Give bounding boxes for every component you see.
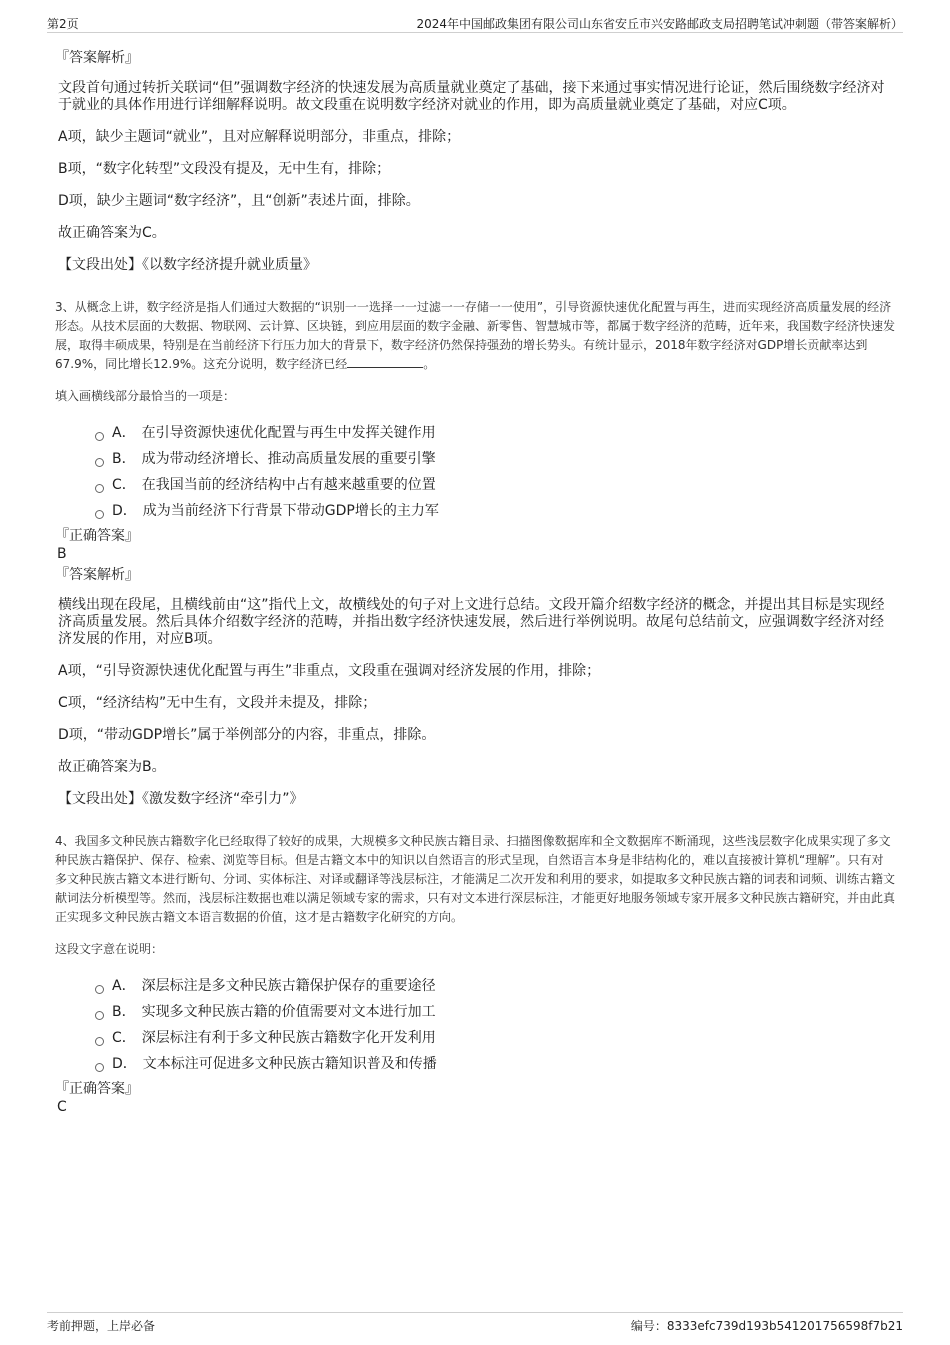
page-header [47,14,903,33]
option-letter: C． [112,477,136,493]
q4-option-c[interactable] [95,1025,895,1051]
radio-icon[interactable] [95,510,104,519]
q3-option-d[interactable] [95,498,895,524]
q3-analysis-line: A项，“引导资源快速优化配置与再生”非重点，文段重在强调对经济发展的作用，排除； [58,663,601,679]
q4-options [95,973,895,1077]
option-text: 深层标注是多文种民族古籍保护保存的重要途径 [141,978,436,994]
q3-options [95,420,895,524]
option-text: 成为当前经济下行背景下带动GDP增长的主力军 [142,503,439,519]
q2-analysis: 文段首句通过转折关联词“但”强调数字经济的快速发展为高质量就业奠定了基础，接下来通过事实情况进行论证，然后围绕数字经济对于就业的具体作用进行详细解释说明。故文段重在说明数字经济对就业的作用，即为高质量就业奠定了基础，对应C项。 [58,80,885,113]
page-content [55,48,895,1116]
q4-prompt: 这段文字意在说明： [55,942,164,956]
q2-source: 【文段出处】《以数字经济提升就业质量》 [58,257,317,273]
option-letter: D． [112,503,137,519]
q3-answer-tag: 『正确答案』 [55,528,139,544]
page-number: 第2页 [47,17,79,31]
q4-option-b[interactable] [95,999,895,1025]
q2-analysis-tag: 『答案解析』 [55,50,139,66]
option-text: 在引导资源快速优化配置与再生中发挥关键作用 [141,425,436,441]
option-text: 成为带动经济增长、推动高质量发展的重要引擎 [141,451,436,467]
option-letter: B． [112,451,136,467]
radio-icon[interactable] [95,1063,104,1072]
page-footer [47,1312,903,1337]
q3-question-text: 3、从概念上讲，数字经济是指人们通过大数据的“识别一一选择一一过滤一一存储一一使用”，引导资源快速优化配置与再生，进而实现经济高质量发展的经济形态。从技术层面的大数据、物联网、云计算、区块链，到应用层面的数字金融、新零售、智慧城市等，都属于数字经济的范畴，近年来，我国数字经济快速发展，取得丰硕成果，特别是在当前经济下行压力加大的背景下，数字经济仍然保持强劲的增长势头。有统计显示，2018年数字经济对GDP增长贡献率达到67.9%，同比增长12.9%。这充分说明，数字经济已经 [55,300,896,371]
q3-option-c[interactable] [95,472,895,498]
radio-icon[interactable] [95,1037,104,1046]
q2-analysis-line: A项，缺少主题词“就业”，且对应解释说明部分，非重点，排除； [58,129,461,145]
q2-analysis-line: B项，“数字化转型”文段没有提及，无中生有，排除； [58,161,391,177]
radio-icon[interactable] [95,458,104,467]
radio-icon[interactable] [95,1011,104,1020]
q3-question-end: 。 [423,357,436,371]
radio-icon[interactable] [95,985,104,994]
q3-prompt: 填入画横线部分最恰当的一项是： [55,389,236,403]
q4-question: 4、我国多文种民族古籍数字化已经取得了较好的成果，大规模多文种民族古籍目录、扫描图像数据库和全文数据库不断涌现，这些浅层数字化成果实现了多文种民族古籍保护、保存、检索、浏览等目标。但是古籍文本中的知识以自然语言的形式呈现，自然语言本身是非结构化的，难以直接被计算机“理解”。只有对多文种民族古籍文本进行断句、分词、实体标注、对译或翻译等浅层标注，才能满足二次开发和利用的要求，如提取多文种民族古籍的词表和词频、训练古籍文献词法分析模型等。然而，浅层标注数据也难以满足领域专家的需求，只有对文本进行深层标注，才能更好地服务领域专家开展多文种民族古籍研究，并由此真正实现多文种民族古籍文本语言数据的价值，这才是古籍数字化研究的方向。 [55,834,896,924]
q4-option-d[interactable] [95,1051,895,1077]
option-letter: B． [112,1004,136,1020]
option-text: 文本标注可促进多文种民族古籍知识普及和传播 [142,1056,437,1072]
q3-question [55,298,895,374]
option-text: 深层标注有利于多文种民族古籍数字化开发利用 [141,1030,436,1046]
option-letter: A． [112,425,136,441]
q4-answer: C [57,1099,67,1115]
q4-option-a[interactable] [95,973,895,999]
q3-option-b[interactable] [95,446,895,472]
q3-answer: B [57,546,67,562]
q3-analysis-line: D项，“带动GDP增长”属于举例部分的内容，非重点，排除。 [58,727,436,743]
document-title: 2024年中国邮政集团有限公司山东省安丘市兴安路邮政支局招聘笔试冲刺题（带答案解析） [416,17,903,31]
q2-conclusion: 故正确答案为C。 [58,225,166,241]
document-code: 编号：8333efc739d193b541201756598f7b21 [630,1319,903,1333]
q3-source: 【文段出处】《激发数字经济“牵引力”》 [58,791,304,807]
footer-slogan: 考前押题，上岸必备 [47,1319,156,1333]
q3-option-a[interactable] [95,420,895,446]
q4-answer-tag: 『正确答案』 [55,1081,139,1097]
radio-icon[interactable] [95,484,104,493]
q3-analysis: 横线出现在段尾，且横线前由“这”指代上文，故横线处的句子对上文进行总结。文段开篇介绍数字经济的概念，并提出其目标是实现经济高质量发展。然后具体介绍数字经济的范畴，并指出数字经济快速发展，然后进行举例说明。故尾句总结前文，应强调数字经济对经济发展的作用，对应B项。 [58,597,885,647]
option-letter: C． [112,1030,136,1046]
q2-analysis-line: D项，缺少主题词“数字经济”，且“创新”表述片面，排除。 [58,193,420,209]
radio-icon[interactable] [95,432,104,441]
option-letter: D． [112,1056,137,1072]
option-letter: A． [112,978,136,994]
q3-conclusion: 故正确答案为B。 [58,759,166,775]
option-text: 在我国当前的经济结构中占有越来越重要的位置 [141,477,436,493]
q3-fill-blank [347,356,423,368]
q3-analysis-line: C项，“经济结构”无中生有，文段并未提及，排除； [58,695,377,711]
option-text: 实现多文种民族古籍的价值需要对文本进行加工 [141,1004,436,1020]
q3-analysis-tag: 『答案解析』 [55,567,139,583]
